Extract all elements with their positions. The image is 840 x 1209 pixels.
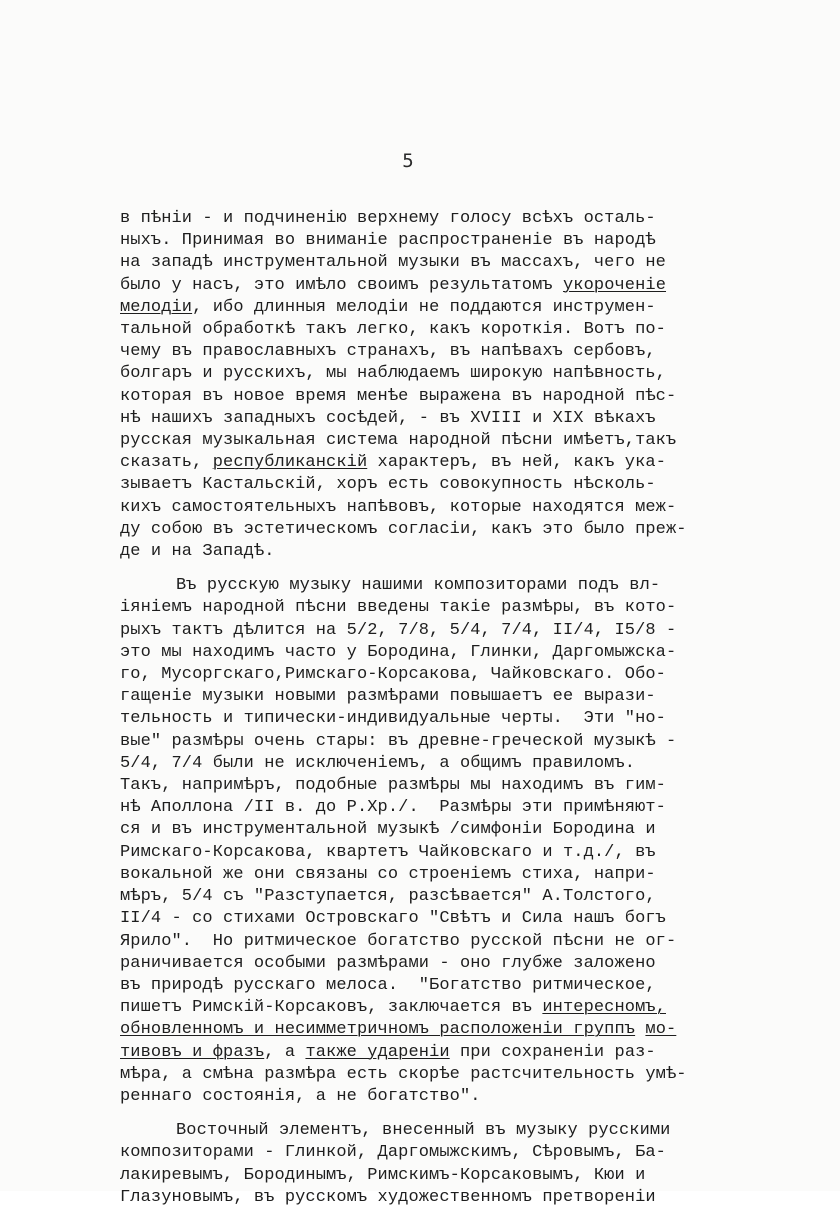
text-line: на западѣ инструментальной музыки въ массахъ, чего не: [120, 253, 666, 273]
text-line: Въ русскую музыку нашими композиторами подъ вл-: [176, 576, 661, 596]
text-line: де и на Западѣ.: [120, 542, 275, 562]
text-line: композиторами - Глинкой, Даргомыжскимъ, Сѣровымъ, Ба-: [120, 1143, 666, 1163]
text-line: Такъ, напримѣръ, подобные размѣры мы находимъ въ гим-: [120, 776, 666, 796]
text-line: кихъ самостоятельныхъ напѣвовъ, которые находятся меж-: [120, 497, 677, 517]
text-line: мелодіи, ибо длинныя мелодіи не поддаются инструмен-: [120, 297, 656, 317]
text-line: ду собою въ эстетическомъ согласіи, какъ это было преж-: [120, 519, 687, 539]
underlined-text: республиканскій: [212, 453, 368, 473]
underlined-text: обновленномъ и несимметричномъ расположеніи группъ: [120, 1020, 636, 1040]
text-line: ся и въ инструментальной музыкѣ /симфоніи Бородина и: [120, 820, 656, 840]
body-text: [120, 208, 800, 1209]
text-line: русская музыкальная система народной пѣсни имѣетъ,такъ: [120, 431, 677, 451]
text-line: вые" размѣры очень стары: въ древне-греческой музыкѣ -: [120, 731, 677, 751]
text-line: в пѣніи - и подчиненію верхнему голосу всѣхъ осталь-: [120, 209, 656, 228]
text-line: мѣра, а смѣна размѣра есть скорѣе растсчительность умѣ-: [120, 1064, 687, 1084]
text-line: Глазуновымъ, въ русскомъ художественномъ претвореніи: [120, 1187, 656, 1207]
text-line: пишетъ Римскій-Корсаковъ, заключается въ интересномъ,: [120, 998, 666, 1018]
text-line: Римскаго-Корсакова, квартетъ Чайковскаго и т.д./, въ: [120, 842, 656, 862]
underlined-text: интересномъ,: [542, 998, 666, 1018]
text-line: мѣръ, 5/4 съ "Разступается, разсѣвается" А.Толстого,: [120, 887, 656, 907]
text-line: Восточный элементъ, внесенный въ музыку русскими: [176, 1121, 671, 1141]
underlined-text: тивовъ и фразъ: [120, 1042, 265, 1062]
text-line: ныхъ. Принимая во вниманіе распространеніе въ народѣ: [120, 231, 656, 251]
paragraph-3: [120, 1120, 800, 1209]
paragraph-2: [120, 575, 800, 1108]
text-line: го, Мусоргскаго,Римскаго-Корсакова, Чайковскаго. Обо-: [120, 665, 666, 685]
text-line: лакиревымъ, Бородинымъ, Римскимъ-Корсаковымъ, Кюи и: [120, 1165, 646, 1185]
text-line: нѣ нашихъ западныхъ сосѣдей, - въ ХVIII и ХIХ вѣкахъ: [120, 408, 656, 428]
text-line: тальной обработкѣ такъ легко, какъ короткія. Вотъ по-: [120, 320, 666, 340]
underlined-text: также удареніи: [305, 1042, 450, 1062]
text-line: Ярило". Но ритмическое богатство русской пѣсни не ог-: [120, 931, 677, 951]
text-line: II/4 - со стихами Островскаго "Свѣтъ и Сила нашъ богъ: [120, 909, 666, 929]
text-line: гащеніе музыки новыми размѣрами повышаетъ ее вырази-: [120, 687, 656, 707]
text-line: зываетъ Кастальскій, хоръ есть совокупность нѣсколь-: [120, 475, 656, 495]
text-line: реннаго состоянія, а не богатство".: [120, 1086, 481, 1106]
text-line: которая въ новое время менѣе выражена въ народной пѣс-: [120, 386, 677, 406]
text-line: тельность и типически-индивидуальные черты. Эти "но-: [120, 709, 666, 729]
text-line: рыхъ тактъ дѣлится на 5/2, 7/8, 5/4, 7/4, II/4, I5/8 -: [120, 620, 677, 640]
underlined-text: укороченіе: [562, 275, 667, 295]
text-line: сказать, республиканскій характеръ, въ ней, какъ ука-: [120, 453, 666, 473]
text-line: чему въ православныхъ странахъ, въ напѣвахъ сербовъ,: [120, 342, 656, 362]
underlined-text: мо-: [645, 1020, 677, 1040]
text-line: вокальной же они связаны со строеніемъ стиха, напри-: [120, 864, 656, 884]
text-line: раничивается особыми размѣрами - оно глубже заложено: [120, 953, 656, 973]
paragraph-1: [120, 208, 800, 563]
text-line: нѣ Аполлона /II в. до Р.Хр./. Размѣры эти примѣняют-: [120, 798, 666, 818]
underlined-text: мелодіи: [120, 297, 193, 317]
text-line: было у насъ, это имѣло своимъ результатомъ укороченіе: [120, 275, 667, 295]
text-line: въ природѣ русскаго мелоса. "Богатство ритмическое,: [120, 975, 656, 995]
text-line: это мы находимъ часто у Бородина, Глинки, Даргомыжска-: [120, 642, 677, 662]
text-line: болгаръ и русскихъ, мы наблюдаемъ широкую напѣвность,: [120, 364, 666, 384]
text-line: [120, 1019, 800, 1041]
text-line: 5/4, 7/4 были не исключеніемъ, а общимъ правиломъ.: [120, 753, 636, 773]
text-line: іяніемъ народной пѣсни введены такіе размѣры, въ кото-: [120, 598, 677, 618]
text-line: тивовъ и фразъ, а также удареніи при сохраненіи раз-: [120, 1042, 656, 1062]
page-number: 5: [402, 150, 414, 172]
